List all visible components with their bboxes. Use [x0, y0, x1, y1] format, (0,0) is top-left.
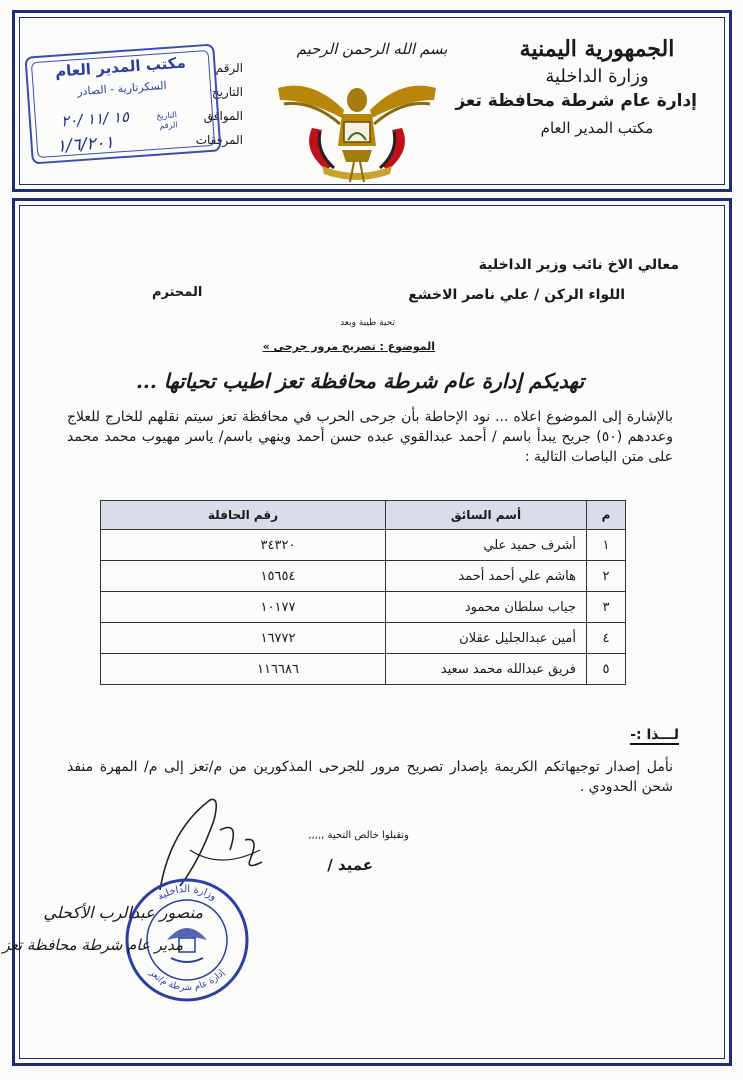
paragraph-request: نأمل إصدار توجيهاتكم الكريمة بإصدار تصريح مرور للجرحى المذكورين من م/تعز إلى م/ المهرة منفذ شحن الحدودي . — [67, 759, 673, 795]
signer-title: مدير عام شرطة محافظة تعز — [2, 936, 183, 954]
stamp-small-labels: التاريخ الرقم — [155, 110, 178, 131]
therefore-label: لـــذا :- — [630, 727, 679, 743]
table-row: ٥ فريق عبدالله محمد سعيد ١١٦٦٨٦ — [101, 654, 626, 685]
respected-label: المحترم — [152, 285, 203, 300]
subject-line: الموضوع : تصريح مرور جرحى » — [262, 340, 435, 353]
letterhead — [455, 36, 697, 137]
attachments-label: المرفقات — [195, 133, 243, 147]
received-stamp — [24, 44, 221, 165]
basmala: بسم الله الرحمن الرحيم — [296, 40, 448, 58]
closing-line: وتقبلوا خالص التحية ,,,,, — [308, 830, 409, 841]
bus-table — [100, 500, 626, 685]
stamp-date: ١/٦/٢٠١ — [56, 132, 115, 157]
stamp-section: السكرتارية - الصادر — [76, 78, 168, 99]
col-driver: أسم السائق — [386, 501, 587, 530]
ministry-name: وزارة الداخلية — [545, 66, 649, 87]
paragraph-intro: بالإشارة إلى الموضوع اعلاه ... نود الإحاطة بأن جرحى الحرب في محافظة تعز سيتم نقلهم للخارج للعلاج وعددهم (٥٠) جريح يبدأ باسم / أحمد عبدالقوي عبده حسن أحمد وينهي باسم/ ياسر مهيوب محمد محمد على متن الباصات التالية : — [67, 409, 674, 465]
table-row: ١ أشرف حميد علي ٣٤٣٢٠ — [101, 530, 626, 561]
stamp-bottom-text: إدارة عام شرطة م/تعز — [147, 967, 227, 994]
directorate-name: إدارة عام شرطة محافظة تعز — [455, 91, 697, 111]
stamp-top-text: وزارة الداخلية — [155, 883, 219, 903]
ref-number-label: الرقم — [215, 61, 243, 75]
table-row: ٣ جياب سلطان محمود ١٠١٧٧ — [101, 592, 626, 623]
corresponding-label: الموافق — [203, 109, 243, 123]
table-header-row — [101, 501, 626, 530]
col-bus: رقم الحافلة — [101, 501, 386, 530]
table-row: ٢ هاشم علي أحمد أحمد ١٥٦٥٤ — [101, 561, 626, 592]
stamp-date-hijri: ١٥ /١١ /٢٠ — [60, 107, 130, 131]
republic-name: الجمهورية اليمنية — [519, 36, 675, 62]
date-label: التاريخ — [211, 85, 243, 99]
table-row: ٤ أمين عبدالجليل عقلان ١٦٧٧٢ — [101, 623, 626, 654]
office-name: مكتب المدير العام — [540, 119, 654, 137]
col-number: م — [587, 501, 626, 530]
recipient-name: اللواء الركن / علي ناصر الاخشع — [408, 287, 625, 303]
signer-name: منصور عبدالرب الأكحلي — [43, 903, 203, 922]
eagle-emblem-icon — [272, 70, 442, 186]
headline: تهديكم إدارة عام شرطة محافظة تعز اطيب تحياتها ... — [135, 369, 585, 393]
greeting: تحية طيبة وبعد — [340, 318, 395, 328]
signer-rank: عميد / — [327, 856, 373, 874]
recipient: معالي الاخ نائب وزير الداخلية — [478, 257, 679, 273]
stamp-office: مكتب المدير العام — [54, 53, 187, 81]
